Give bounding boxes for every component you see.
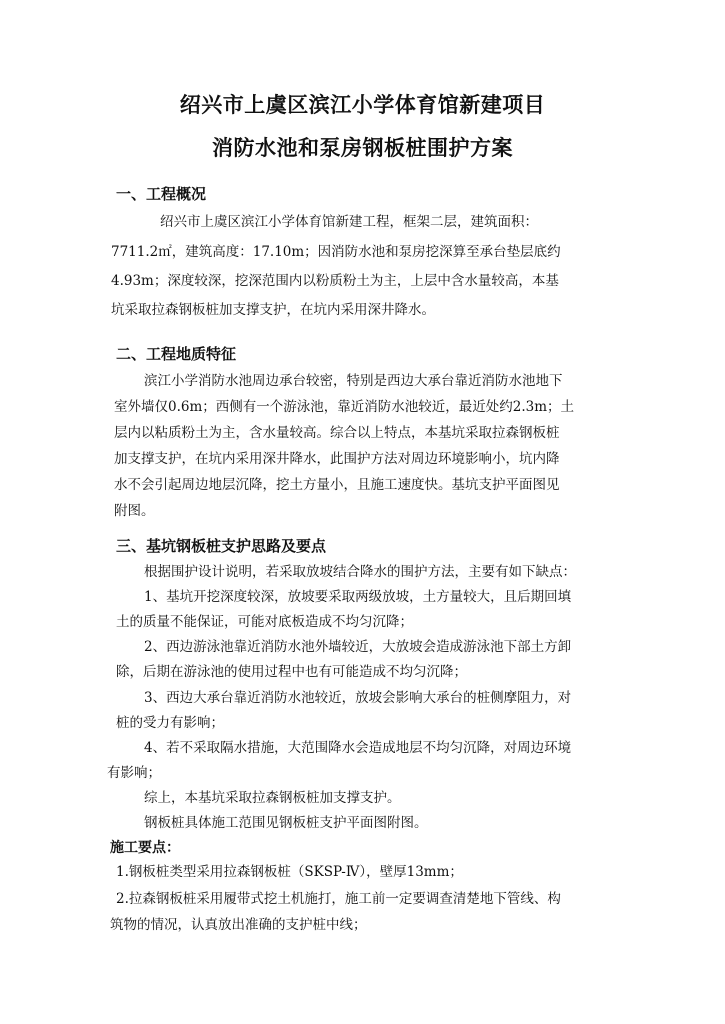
list-item: 1.钢板桩类型采用拉森钢板桩（SKSP-Ⅳ），壁厚13mm； [116, 864, 463, 880]
paragraph-line: 水不会引起周边地层沉降，挖土方量小，且施工速度快。基坑支护平面图见 [114, 477, 560, 493]
section-heading-support-approach: 三、基坑钢板桩支护思路及要点 [116, 537, 327, 555]
paragraph-line: 加支撑支护，在坑内采用深井降水，此围护方法对周边环境影响小，坑内降 [114, 451, 560, 467]
paragraph-line: 根据围护设计说明，若采取放坡结合降水的围护方法，主要有如下缺点： [144, 564, 576, 580]
paragraph-line: 土的质量不能保证，可能对底板造成不均匀沉降； [116, 614, 413, 630]
paragraph-line: 有影响； [107, 765, 161, 781]
paragraph-line: 层内以粘质粉土为主，含水量较高。综合以上特点，本基坑采取拉森钢板桩 [114, 425, 560, 441]
paragraph-line: 桩的受力有影响； [116, 715, 224, 731]
paragraph-line: 7711.2㎡，建筑高度：17.10m；因消防水池和泵房挖深算至承台垫层底约 [111, 244, 561, 260]
paragraph-line: 坑采取拉森钢板桩加支撑支护，在坑内采用深井降水。 [111, 302, 435, 318]
list-item: 2、西边游泳池靠近消防水池外墙较近，大放坡会造成游泳池下部土方卸 [144, 639, 572, 655]
construction-points-heading: 施工要点： [110, 840, 180, 856]
list-item: 1、基坑开挖深度较深，放坡要采取两级放坡，土方量较大，且后期回填 [144, 589, 572, 605]
document-title-line2: 消防水池和泵房钢板桩围护方案 [212, 136, 513, 160]
list-item: 4、若不采取隔水措施，大范围降水会造成地层不均匀沉降，对周边环境 [144, 740, 572, 756]
paragraph-line: 室外墙仅0.6m；西侧有一个游泳池，靠近消防水池较近，最近处约2.3m；土 [114, 399, 575, 415]
paragraph-line: 4.93m；深度较深，挖深范围内以粉质粉土为主，上层中含水量较高，本基 [111, 273, 559, 289]
paragraph-line: 综上，本基坑采取拉森钢板桩加支撑支护。 [144, 790, 401, 806]
paragraph-line: 钢板桩具体施工范围见钢板桩支护平面图附图。 [144, 815, 428, 831]
paragraph-line: 绍兴市上虞区滨江小学体育馆新建工程，框架二层，建筑面积： [160, 214, 538, 230]
paragraph-line: 附图。 [114, 503, 155, 519]
list-item: 2.拉森钢板桩采用履带式挖土机施打，施工前一定要调查清楚地下管线、构 [116, 891, 561, 907]
paragraph-line: 除，后期在游泳池的使用过程中也有可能造成不均匀沉降； [116, 664, 467, 680]
list-item: 3、西边大承台靠近消防水池较近，放坡会影响大承台的桩侧摩阻力，对 [144, 690, 572, 706]
paragraph-line: 滨江小学消防水池周边承台较密，特别是西边大承台靠近消防水池地下 [144, 373, 563, 389]
document-title-line1: 绍兴市上虞区滨江小学体育馆新建项目 [179, 93, 546, 117]
section-heading-overview: 一、工程概况 [116, 185, 207, 203]
paragraph-line: 筑物的情况，认真放出准确的支护桩中线； [110, 917, 367, 933]
section-heading-geology: 二、工程地质特征 [116, 345, 237, 363]
